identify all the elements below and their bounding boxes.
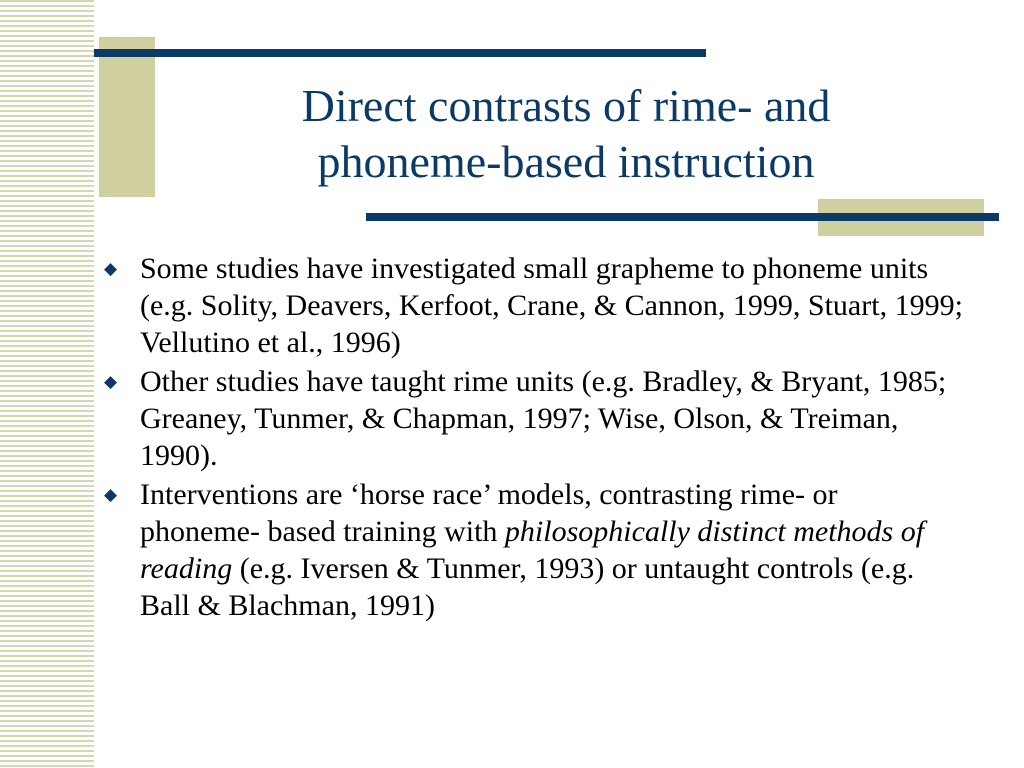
- bullet-item-3: [104, 476, 964, 624]
- bullet-text-3-italic: philosophically distinct methods of reading: [140, 515, 925, 585]
- title-line-1: Direct contrasts of rime- and: [301, 80, 831, 131]
- decor-bar-top: [94, 49, 706, 57]
- diamond-bullet-icon: ◆: [104, 372, 118, 391]
- diamond-bullet-icon: ◆: [104, 485, 118, 504]
- diamond-bullet-icon: ◆: [104, 259, 118, 278]
- bullet-item-2: [104, 363, 964, 474]
- title-line-2: phoneme-based instruction: [317, 136, 815, 187]
- bullet-text-2: Other studies have taught rime units (e.g. Bradley, & Bryant, 1985; Greaney, Tunmer, & Chapman, 1997; Wise, Olson, & Treiman, 1990).: [140, 365, 947, 472]
- bullet-list: [104, 250, 964, 626]
- bullet-text-3-start: Interventions are ‘horse race’ models, contrasting rime- or phoneme- based training with: [140, 478, 838, 548]
- striped-side-band: [0, 0, 94, 768]
- bullet-text-3: [140, 476, 964, 624]
- slide-title: [196, 78, 936, 190]
- bullet-text-3-end: (e.g. Iversen & Tunmer, 1993) or untaught controls (e.g. Ball & Blachman, 1991): [140, 552, 915, 622]
- decor-bar-bottom: [366, 213, 999, 221]
- decor-square-left: [99, 37, 155, 197]
- bullet-item-1: [104, 250, 964, 361]
- bullet-text-1: Some studies have investigated small grapheme to phoneme units (e.g. Solity, Deavers, Kerfoot, Crane, & Cannon, 1999, Stuart, 1999; Vellutino et al., 1996): [140, 252, 963, 359]
